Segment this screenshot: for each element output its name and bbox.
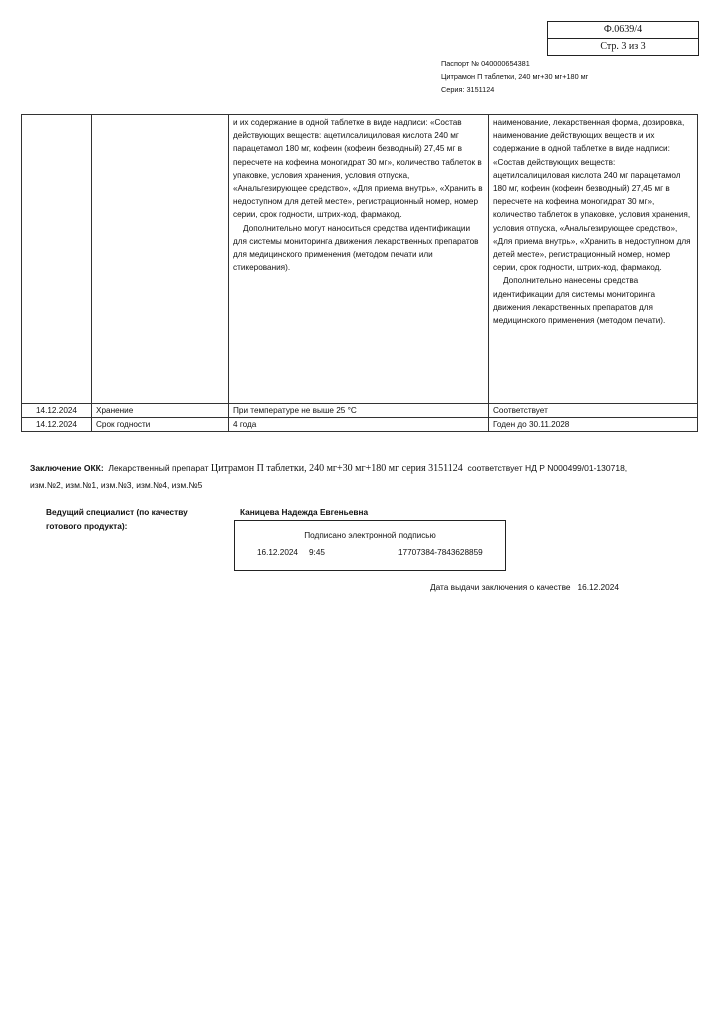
result-cell <box>489 115 698 404</box>
product-name: Цитрамон П таблетки, 240 мг+30 мг+180 мг <box>441 72 589 81</box>
signature-title: Подписано электронной подписью <box>304 531 436 540</box>
form-code: Ф.0639/4 <box>603 24 643 35</box>
conclusion-text-end: соответствует НД Р N000499/01-130718, изм.№2, изм.№1, изм.№3, изм.№4, изм.№5 <box>30 463 628 490</box>
form-code-box <box>547 21 699 56</box>
series-number: Серия: 3151124 <box>441 85 495 94</box>
conclusion-product: Цитрамон П таблетки, 240 мг+30 мг+180 мг серия 3151124 <box>210 463 463 474</box>
result-cell: Соответствует <box>489 404 698 418</box>
document-header <box>441 57 588 96</box>
issue-date: 16.12.2024 <box>577 582 619 592</box>
table-row <box>22 404 698 418</box>
signature-certificate: 17707384-7843628859 <box>398 548 483 557</box>
table-row <box>22 418 698 432</box>
qc-conclusion <box>30 460 630 494</box>
issue-label: Дата выдачи заключения о качестве <box>430 582 571 592</box>
date-cell <box>22 115 92 404</box>
requirement-text: Дополнительно могут наноситься средства идентификации для системы мониторинга движения лекарственных препаратов для медицинского применения (методом печати или стикерования). <box>233 223 479 273</box>
table-row <box>22 115 698 404</box>
specialist-label: Ведущий специалист (по качеству готового продукта): <box>46 507 188 531</box>
signature-time: 9:45 <box>309 548 325 557</box>
issue-date-line <box>430 582 619 592</box>
specialist-name: Каницева Надежда Евгеньевна <box>240 507 369 517</box>
date-cell: 14.12.2024 <box>22 404 92 418</box>
date-cell: 14.12.2024 <box>22 418 92 432</box>
test-cell: Срок годности <box>92 418 229 432</box>
requirement-text: и их содержание в одной таблетке в виде надписи: «Состав действующих веществ: ацетилсалициловая кислота 240 мг парацетамол 180 мг, кофеин (кофеин безводный) 27,45 мг в пересчете на кофеина моногидрат 30 мг», количество таблеток в упаковке, условия хранения, условия отпуска, «Анальгезирующее средство», «Для приема внутрь», «Хранить в недоступном для детей месте», регистрационный номер, номер серии, срок годности, штрих-код, фармакод. <box>233 118 483 220</box>
page-number: Стр. 3 из 3 <box>548 38 698 55</box>
result-cell: Годен до 30.11.2028 <box>489 418 698 432</box>
conclusion-label: Заключение ОКК: <box>30 463 104 473</box>
requirement-cell <box>229 115 489 404</box>
passport-number: Паспорт № 040000654381 <box>441 59 530 68</box>
test-cell: Хранение <box>92 404 229 418</box>
result-text: наименование, лекарственная форма, дозировка, наименование действующих веществ и их содержание в одной таблетке в виде надписи: «Состав действующих веществ: ацетилсалициловая кислота 240 мг парацетамол 180 мг, кофеин (кофеин безводный) 27,45 мг в пересчете на кофеина моногидрат 30 мг», количество таблеток в упаковке, условия хранения, условия отпуска, «Анальгезирующее средство», «Для приема внутрь», «Хранить в недоступном для детей месте», регистрационный номер, номер серии, срок годности, штрих-код, фармакод. <box>493 118 691 273</box>
test-results-table <box>21 114 698 432</box>
signature-date: 16.12.2024 <box>257 548 298 557</box>
requirement-cell: 4 года <box>229 418 489 432</box>
conclusion-text-start: Лекарственный препарат <box>108 463 209 473</box>
test-cell <box>92 115 229 404</box>
result-text: Дополнительно нанесены средства идентификации для системы мониторинга движения лекарственных препаратов для медицинского применения (методом печати). <box>493 276 666 326</box>
electronic-signature-box <box>234 520 506 571</box>
requirement-cell: При температуре не выше 25 °С <box>229 404 489 418</box>
